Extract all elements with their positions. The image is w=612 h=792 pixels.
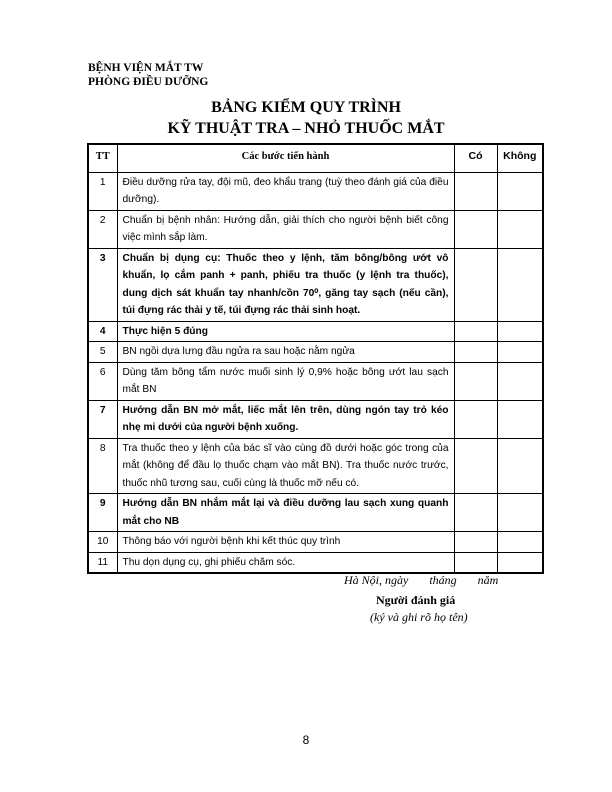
- no-cell[interactable]: [497, 552, 543, 573]
- yes-cell[interactable]: [454, 438, 497, 494]
- no-cell[interactable]: [497, 494, 543, 532]
- yes-cell[interactable]: [454, 494, 497, 532]
- table-row: [88, 172, 543, 210]
- table-row: [88, 248, 543, 321]
- document-header: [88, 61, 208, 89]
- step-description: Thông báo với người bệnh khi kết thúc quy trình: [117, 532, 454, 553]
- yes-cell[interactable]: [454, 342, 497, 363]
- table-row: [88, 362, 543, 400]
- document-title-line1: BẢNG KIỂM QUY TRÌNH: [211, 99, 401, 116]
- step-number: 4: [88, 321, 117, 342]
- step-number: 7: [88, 400, 117, 438]
- step-description: Dùng tăm bông tẩm nước muối sinh lý 0,9% hoặc bông ướt lau sạch mắt BN: [117, 362, 454, 400]
- yes-cell[interactable]: [454, 362, 497, 400]
- yes-cell[interactable]: [454, 210, 497, 248]
- table-row: [88, 210, 543, 248]
- yes-cell[interactable]: [454, 172, 497, 210]
- table-row: [88, 494, 543, 532]
- step-description: Thu dọn dụng cụ, ghi phiếu chăm sóc.: [117, 552, 454, 573]
- step-number: 9: [88, 494, 117, 532]
- step-number: 5: [88, 342, 117, 363]
- column-header-steps: Các bước tiến hành: [117, 144, 454, 172]
- no-cell[interactable]: [497, 438, 543, 494]
- step-description: BN ngồi dựa lưng đầu ngửa ra sau hoặc nằm ngửa: [117, 342, 454, 363]
- table-row: [88, 400, 543, 438]
- department-name: PHÒNG ĐIỀU DƯỠNG: [88, 76, 209, 88]
- column-header-no: Không: [497, 144, 543, 172]
- step-description: Điều dưỡng rửa tay, đội mũ, đeo khẩu trang (tuỳ theo đánh giá của điều dưỡng).: [117, 172, 454, 210]
- no-cell[interactable]: [497, 321, 543, 342]
- no-cell[interactable]: [497, 342, 543, 363]
- document-title-line2: KỸ THUẬT TRA – NHỎ THUỐC MẮT: [167, 120, 445, 137]
- step-number: 1: [88, 172, 117, 210]
- no-cell[interactable]: [497, 172, 543, 210]
- step-description: Thực hiện 5 đúng: [117, 321, 454, 342]
- table-row: [88, 552, 543, 573]
- checklist-table: [87, 143, 544, 574]
- table-row: [88, 532, 543, 553]
- column-header-yes: Có: [454, 144, 497, 172]
- step-number: 2: [88, 210, 117, 248]
- yes-cell[interactable]: [454, 400, 497, 438]
- hospital-name: BỆNH VIỆN MẮT TW: [88, 62, 204, 74]
- step-description: Chuẩn bị dụng cụ: Thuốc theo y lệnh, tăm bông/bông ướt vô khuẩn, lọ cắm panh + panh, phiếu tra thuốc (y lệnh tra thuốc), dung dịch sát khuẩn tay nhanh/cồn 70⁰, găng tay sạch (nếu cần), túi đựng rác thải y tế, túi đựng rác thải sinh hoạt.: [117, 248, 454, 321]
- evaluator-label: Người đánh giá: [376, 593, 456, 607]
- table-row: [88, 342, 543, 363]
- yes-cell[interactable]: [454, 321, 497, 342]
- table-header-row: [88, 144, 543, 172]
- step-number: 10: [88, 532, 117, 553]
- step-description: Hướng dẫn BN nhắm mắt lại và điều dưỡng lau sạch xung quanh mắt cho NB: [117, 494, 454, 532]
- step-number: 3: [88, 248, 117, 321]
- no-cell[interactable]: [497, 400, 543, 438]
- signature-note: (ký và ghi rõ họ tên): [370, 610, 468, 624]
- no-cell[interactable]: [497, 210, 543, 248]
- no-cell[interactable]: [497, 248, 543, 321]
- yes-cell[interactable]: [454, 248, 497, 321]
- step-description: Tra thuốc theo y lệnh của bác sĩ vào cùng đồ dưới hoặc góc trong của mắt (không để đầu lọ thuốc chạm vào mắt BN). Tra thuốc nước trước, thuốc nhũ tương sau, cuối cùng là thuốc mỡ nếu có.: [117, 438, 454, 494]
- yes-cell[interactable]: [454, 552, 497, 573]
- table-row: [88, 438, 543, 494]
- step-number: 11: [88, 552, 117, 573]
- column-header-tt: TT: [88, 144, 117, 172]
- page-number: 8: [302, 733, 310, 747]
- step-number: 6: [88, 362, 117, 400]
- step-description: Chuẩn bị bệnh nhân: Hướng dẫn, giải thích cho người bệnh biết công việc mình sắp làm.: [117, 210, 454, 248]
- step-number: 8: [88, 438, 117, 494]
- no-cell[interactable]: [497, 532, 543, 553]
- signature-date-line: Hà Nội, ngày tháng năm: [344, 573, 499, 587]
- yes-cell[interactable]: [454, 532, 497, 553]
- no-cell[interactable]: [497, 362, 543, 400]
- table-row: [88, 321, 543, 342]
- step-description: Hướng dẫn BN mở mắt, liếc mắt lên trên, dùng ngón tay trỏ kéo nhẹ mi dưới của người bệnh xuống.: [117, 400, 454, 438]
